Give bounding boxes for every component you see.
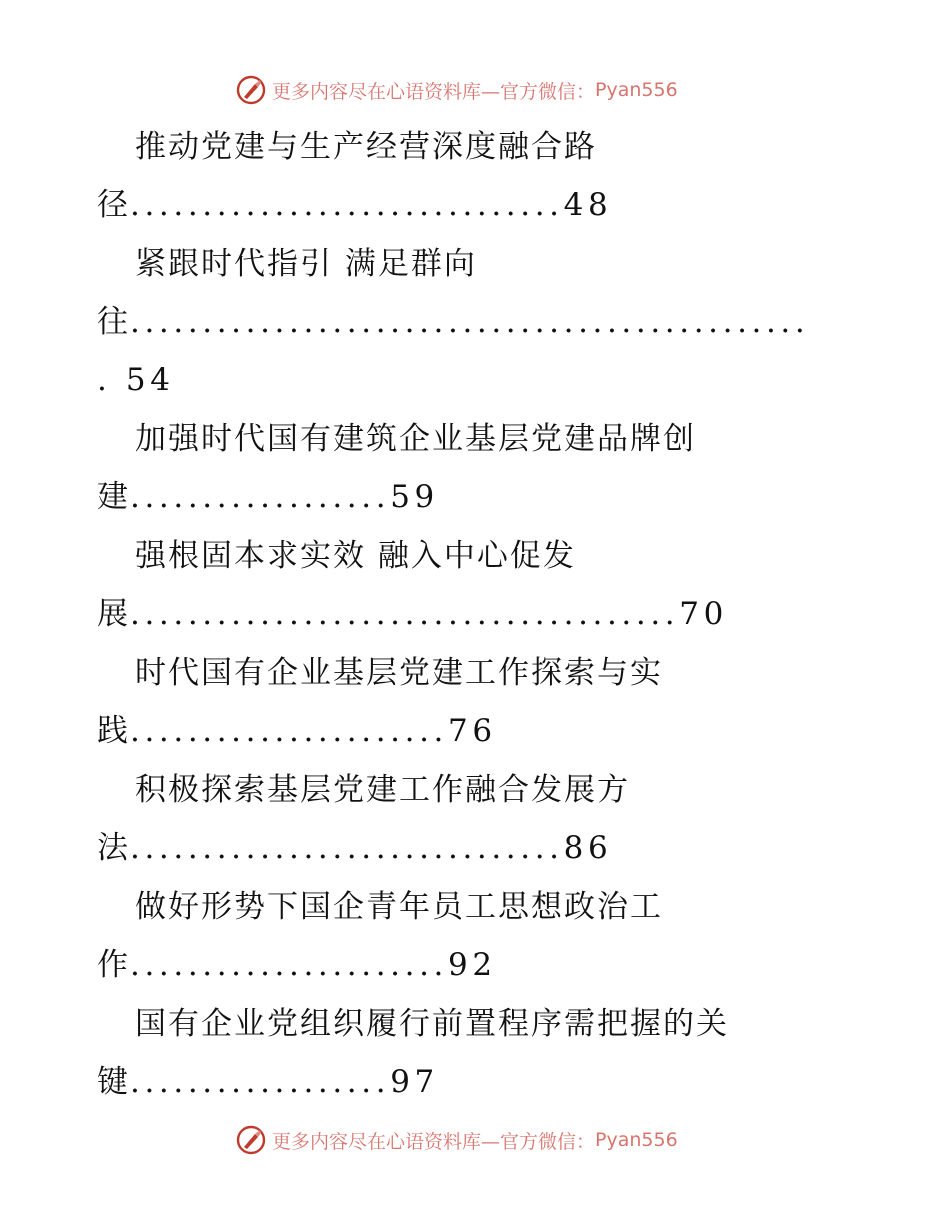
toc-page-number: 97 bbox=[390, 1064, 439, 1100]
toc-leader-dots: ...................... bbox=[130, 947, 448, 983]
toc-entry-last-char: 作 bbox=[97, 947, 130, 983]
toc-page-number: 86 bbox=[563, 830, 613, 866]
banner-text: 更多内容尽在心语资料库—官方微信： bbox=[272, 1130, 596, 1153]
toc-entry-continuation bbox=[97, 945, 497, 985]
toc-page-number: 48 bbox=[563, 187, 613, 223]
toc-entry-last-char: 展 bbox=[97, 596, 130, 632]
toc-leader-dots: .................. bbox=[130, 479, 391, 515]
toc-entry-last-char: 键 bbox=[97, 1064, 130, 1100]
toc-entry-last-char: 径 bbox=[97, 187, 130, 223]
toc-entry-last-char: 往 bbox=[97, 304, 130, 340]
header-banner bbox=[236, 72, 678, 108]
toc-entry-last-char: 建 bbox=[97, 479, 130, 515]
toc-entry-title: 强根固本求实效 融入中心促发 bbox=[135, 538, 576, 574]
toc-entry-continuation bbox=[97, 594, 728, 634]
toc-entry-title: 做好形势下国企青年员工思想政治工 bbox=[135, 889, 663, 925]
toc-entry-title: 加强时代国有建筑企业基层党建品牌创 bbox=[135, 421, 696, 457]
toc-entry-continuation bbox=[97, 360, 175, 400]
toc-page-number: . 54 bbox=[97, 362, 175, 398]
toc-leader-dots: ...................... bbox=[130, 713, 448, 749]
toc-entry-continuation bbox=[97, 711, 497, 751]
toc-entry-continuation bbox=[97, 1062, 439, 1102]
banner-wechat-id: Pyan556 bbox=[595, 1129, 678, 1151]
toc-entry-title: 推动党建与生产经营深度融合路 bbox=[135, 129, 597, 165]
toc-entry-title: 积极探索基层党建工作融合发展方 bbox=[135, 772, 630, 808]
toc-entry-last-char: 法 bbox=[97, 830, 130, 866]
toc-entry-title: 时代国有企业基层党建工作探索与实 bbox=[135, 655, 663, 691]
toc-entry-title: 国有企业党组织履行前置程序需把握的关 bbox=[135, 1006, 729, 1042]
toc-page-number: 92 bbox=[448, 947, 497, 983]
toc-leader-dots: ............................................... bbox=[130, 304, 810, 340]
toc-page-number: 59 bbox=[390, 479, 439, 515]
toc-entry-last-char: 践 bbox=[97, 713, 130, 749]
toc-page-number: 70 bbox=[679, 596, 728, 632]
toc-leader-dots: .............................. bbox=[130, 830, 564, 866]
toc-page-number: 76 bbox=[448, 713, 497, 749]
toc-leader-dots: .................. bbox=[130, 1064, 391, 1100]
banner-wechat-id: Pyan556 bbox=[595, 79, 678, 101]
toc-entry-continuation bbox=[97, 185, 612, 225]
quill-pen-logo-icon bbox=[236, 75, 266, 105]
toc-entry-continuation bbox=[97, 477, 439, 517]
toc-leader-dots: ...................................... bbox=[130, 596, 680, 632]
footer-banner bbox=[236, 1122, 678, 1158]
quill-pen-logo-icon bbox=[236, 1125, 266, 1155]
toc-entry-title: 紧跟时代指引 满足群向 bbox=[135, 246, 477, 282]
banner-text: 更多内容尽在心语资料库—官方微信： bbox=[272, 80, 596, 103]
toc-entry-continuation bbox=[97, 828, 612, 868]
toc-leader-dots: .............................. bbox=[130, 187, 564, 223]
toc-entry-continuation bbox=[97, 302, 809, 342]
